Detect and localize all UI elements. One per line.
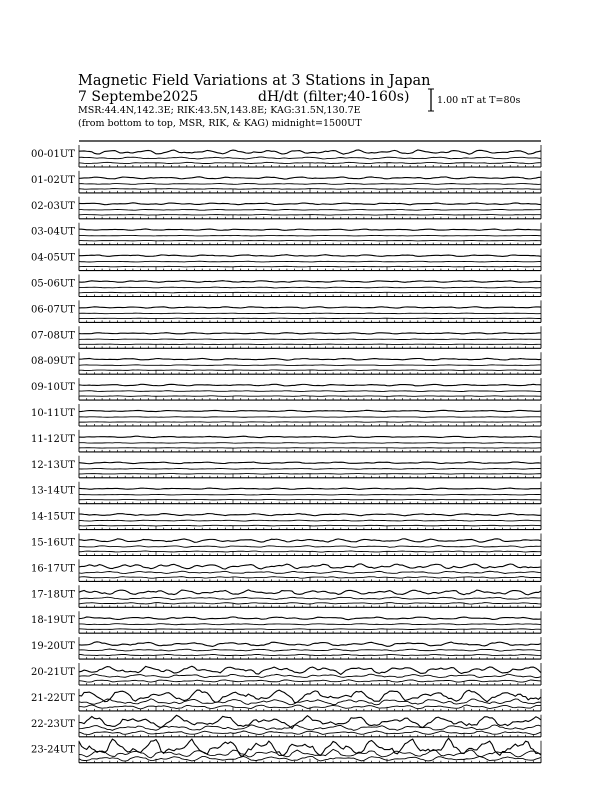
hour-row-04-05UT	[31, 249, 541, 271]
hour-label: 18-19UT	[31, 615, 75, 627]
trace-RIK	[79, 546, 541, 548]
hour-label: 02-03UT	[31, 200, 75, 212]
trace-KAG	[79, 203, 541, 205]
trace-KAG	[79, 333, 541, 334]
trace-RIK	[79, 235, 541, 236]
trace-RIK	[79, 624, 541, 625]
trace-RIK	[79, 571, 541, 573]
trace-KAG	[79, 617, 541, 620]
trace-KAG	[79, 150, 541, 154]
hour-label: 07-08UT	[31, 330, 75, 342]
trace-RIK	[79, 699, 541, 705]
trace-KAG	[79, 738, 541, 756]
trace-KAG	[79, 410, 541, 411]
hour-row-05-06UT	[31, 275, 541, 297]
hour-label: 21-22UT	[31, 692, 75, 704]
hour-row-03-04UT	[31, 223, 541, 245]
hour-row-22-23UT	[31, 715, 541, 737]
hour-label: 08-09UT	[31, 356, 75, 368]
hour-row-11-12UT	[31, 430, 541, 452]
hour-row-09-10UT	[31, 378, 541, 400]
trace-RIK	[79, 365, 541, 366]
hour-label: 01-02UT	[31, 174, 75, 186]
hour-row-02-03UT	[31, 197, 541, 219]
hour-label: 00-01UT	[31, 149, 75, 160]
trace-KAG	[79, 564, 541, 569]
trace-KAG	[79, 590, 541, 595]
hour-row-17-18UT	[31, 585, 541, 607]
trace-KAG	[79, 358, 541, 360]
trace-RIK	[79, 520, 541, 521]
trace-KAG	[79, 229, 541, 230]
trace-KAG	[79, 462, 541, 464]
hour-label: 23-24UT	[31, 744, 75, 756]
trace-RIK	[79, 417, 541, 418]
hour-label: 09-10UT	[31, 382, 75, 394]
trace-RIK	[79, 443, 541, 444]
hour-label: 04-05UT	[31, 252, 75, 264]
trace-KAG	[79, 177, 541, 179]
hour-row-14-15UT	[31, 508, 541, 530]
trace-RIK	[79, 313, 541, 314]
quantity-label: dH/dt (filter;40-160s)	[258, 89, 410, 105]
trace-RIK	[79, 674, 541, 678]
hour-row-19-20UT	[31, 637, 541, 659]
hour-row-18-19UT	[31, 611, 541, 633]
hour-label: 12-13UT	[31, 459, 75, 471]
trace-KAG	[79, 539, 541, 542]
trace-KAG	[79, 715, 541, 728]
trace-RIK	[79, 183, 541, 184]
trace-KAG	[79, 255, 541, 257]
trace-KAG	[79, 436, 541, 437]
trace-RIK	[79, 597, 541, 599]
trace-RIK	[79, 339, 541, 340]
trace-KAG	[79, 384, 541, 386]
date-label: 7 Septembe2025	[78, 89, 199, 105]
station-order-note: (from bottom to top, MSR, RIK, & KAG) midnight=1500UT	[78, 118, 362, 129]
hour-label: 14-15UT	[31, 511, 75, 523]
hour-label: 03-04UT	[31, 226, 75, 238]
trace-RIK	[79, 649, 541, 651]
hour-label: 11-12UT	[31, 433, 75, 445]
trace-RIK	[79, 209, 541, 210]
hour-row-16-17UT	[31, 559, 541, 581]
hour-row-21-22UT	[31, 689, 541, 711]
scale-bar	[428, 89, 434, 111]
hour-row-06-07UT	[31, 300, 541, 322]
chart-title: Magnetic Field Variations at 3 Stations in Japan	[78, 73, 431, 89]
hour-row-23-24UT	[31, 738, 541, 762]
hour-label: 13-14UT	[31, 485, 75, 497]
trace-KAG	[79, 642, 541, 647]
station-coordinates: MSR:44.4N,142.3E; RIK:43.5N,143.8E; KAG:31.5N,130.7E	[78, 105, 361, 116]
hour-label: 10-11UT	[31, 408, 75, 419]
hour-row-00-01UT	[31, 145, 541, 167]
hour-label: 06-07UT	[31, 304, 75, 316]
hour-row-20-21UT	[31, 663, 541, 685]
hour-label: 20-21UT	[31, 667, 75, 678]
hour-label: 16-17UT	[31, 563, 75, 575]
hour-row-10-11UT	[31, 404, 541, 426]
hour-row-08-09UT	[31, 352, 541, 374]
hour-row-15-16UT	[31, 534, 541, 556]
trace-KAG	[79, 307, 541, 308]
hour-label: 17-18UT	[31, 589, 75, 601]
hour-label: 19-20UT	[31, 641, 75, 653]
trace-KAG	[79, 514, 541, 516]
hour-label: 15-16UT	[31, 537, 75, 549]
trace-RIK	[79, 494, 541, 495]
hour-row-01-02UT	[31, 171, 541, 193]
trace-KAG	[79, 281, 541, 283]
hour-row-07-08UT	[31, 326, 541, 348]
trace-KAG	[79, 666, 541, 674]
hour-rows	[31, 145, 541, 763]
scale-bar-label: 1.00 nT at T=80s	[437, 95, 521, 106]
hour-row-13-14UT	[31, 482, 541, 504]
trace-RIK	[79, 261, 541, 262]
trace-RIK	[79, 157, 541, 159]
hour-label: 22-23UT	[31, 718, 75, 730]
trace-RIK	[79, 468, 541, 469]
hour-label: 05-06UT	[31, 278, 75, 290]
trace-RIK	[79, 391, 541, 392]
trace-KAG	[79, 488, 541, 489]
trace-RIK	[79, 287, 541, 288]
hour-row-12-13UT	[31, 456, 541, 478]
